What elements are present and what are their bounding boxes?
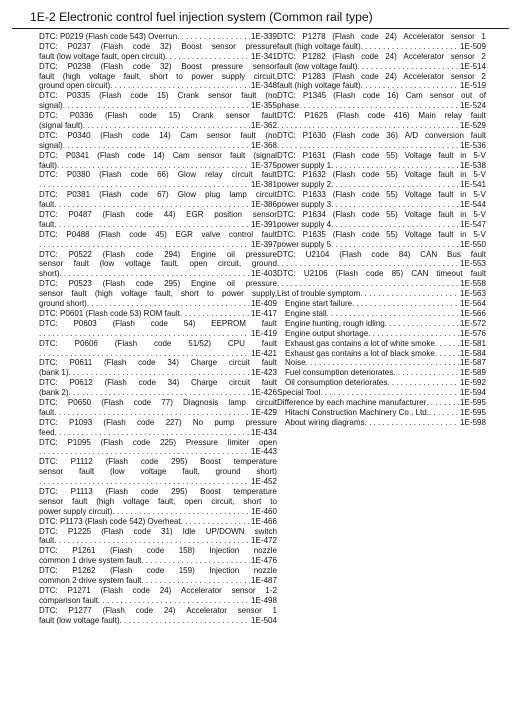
toc-entry-text: fault (low voltage fault) xyxy=(39,615,120,625)
toc-entry-text: DTC: P0523 (Flash code 295) Engine oil pressure xyxy=(39,279,277,289)
toc-entry[interactable] xyxy=(277,388,486,398)
toc-page-number: 1E-348 xyxy=(251,81,277,91)
leader-dots xyxy=(435,349,459,359)
toc-entry-text: DTC: P1630 (Flash code 36) A/D conversion fault xyxy=(277,130,486,140)
toc-entry[interactable] xyxy=(277,32,486,52)
toc-page-number: 1E-558 xyxy=(460,279,486,289)
toc-entry[interactable] xyxy=(39,32,277,42)
toc-entry-text: fault (high voltage fault) xyxy=(277,41,361,51)
toc-entry[interactable] xyxy=(39,319,277,339)
page-header xyxy=(12,8,509,29)
toc-entry-text: DTC: P0603 (Flash code 54) EEPROM fault xyxy=(39,318,277,328)
toc-entry-text: DTC: P0380 (Flash code 66) Glow relay circuit fault xyxy=(39,170,277,180)
toc-entry[interactable] xyxy=(277,210,486,230)
toc-entry-text: fault xyxy=(39,407,55,417)
toc-entry-text: fault xyxy=(39,536,55,546)
toc-entry[interactable] xyxy=(39,190,277,210)
toc-entry[interactable] xyxy=(39,151,277,171)
toc-page-number: 1E-564 xyxy=(460,299,486,309)
toc-page-number: 1E-509 xyxy=(460,41,486,51)
toc-entry-text: fault (low voltage fault) xyxy=(277,61,358,71)
toc-page-number: 1E-598 xyxy=(460,417,486,427)
leader-dots xyxy=(361,42,459,52)
toc-entry-text: About wiring diagrams xyxy=(285,417,365,427)
toc-page-number: 1E-514 xyxy=(460,61,486,71)
toc-page-number: 1E-536 xyxy=(460,140,486,150)
toc-entry-text: sensor fault (low voltage fault, ground short) xyxy=(39,467,277,477)
toc-page-number: 1E-584 xyxy=(460,348,486,358)
toc-entry-text: DTC: P1283 (Flash code 24) Accelerator sensor 2 xyxy=(277,71,486,81)
toc-entry-text: Exhaust gas contains a lot of white smoke xyxy=(285,338,435,348)
toc-page-number: 1E-466 xyxy=(251,516,277,526)
toc-page-number: 1E-553 xyxy=(460,259,486,269)
leader-dots xyxy=(429,408,459,418)
toc-entry-text: (signal fault) xyxy=(39,121,83,131)
toc-entry[interactable] xyxy=(39,398,277,418)
toc-entry[interactable] xyxy=(39,91,277,111)
toc-page-number: 1E-403 xyxy=(251,269,277,279)
toc-entry-text: DTC: P1113 (Flash code 295) Boost temperature xyxy=(39,486,277,496)
leader-dots xyxy=(177,32,250,42)
toc-entry-text: power supply 4 xyxy=(277,219,332,229)
toc-page-number: 1E-594 xyxy=(460,388,486,398)
toc-page-number: 1E-550 xyxy=(460,239,486,249)
toc-page-number: 1E-443 xyxy=(251,447,277,457)
toc-entry-text: Engine output shortage xyxy=(285,328,369,338)
toc-page-number: 1E-587 xyxy=(460,358,486,368)
toc-column-left xyxy=(39,32,277,625)
toc-entry-text: DTC: P0340 (Flash code 14) Cam sensor fault (no xyxy=(39,130,277,140)
toc-entry-text: fault (low voltage fault, open circuit) xyxy=(39,51,166,61)
leader-dots xyxy=(87,299,250,309)
toc-entry-text: (bank 2) xyxy=(39,388,69,398)
toc-entry-text: Engine stall xyxy=(285,308,327,318)
leader-dots xyxy=(327,309,459,319)
toc-entry-text: DTC: P0601 (Flash code 53) ROM fault xyxy=(39,308,180,318)
toc-entry-text: DTC: P1093 (Flash code 227) No pump pressure xyxy=(39,417,277,427)
toc-entry-text: fault (high voltage fault, short to power supply circuit, xyxy=(39,71,277,81)
toc-page-number: 1E-460 xyxy=(251,506,277,516)
toc-entry-text: DTC: P0238 (Flash code 32) Boost pressure sensor xyxy=(39,61,277,71)
toc-page-number: 1E-421 xyxy=(251,348,277,358)
toc-entry-text: signal) xyxy=(39,101,63,111)
toc-entry-text: DTC: P1625 (Flash code 416) Main relay fault xyxy=(277,111,486,121)
toc-entry-text: power supply 1 xyxy=(277,160,332,170)
toc-entry[interactable] xyxy=(39,517,277,527)
toc-entry-text: sensor fault (high voltage fault, open circuit, short to xyxy=(39,496,277,506)
leader-dots xyxy=(277,141,459,151)
toc-entry-text: Engine start failure xyxy=(285,299,353,309)
toc-entry-text: common 2 drive system fault xyxy=(39,575,142,585)
toc-entry-text: (bank 1) xyxy=(39,368,69,378)
leader-dots xyxy=(365,418,459,428)
toc-entry[interactable] xyxy=(39,418,277,438)
toc-page-number: 1E-472 xyxy=(251,536,277,546)
toc-entry-text: DTC: P0612 (Flash code 34) Charge circuit fault xyxy=(39,378,277,388)
toc-entry[interactable] xyxy=(277,309,486,319)
toc-page-number: 1E-487 xyxy=(251,575,277,585)
toc-entry-text: Engine hunting, rough idling xyxy=(285,318,385,328)
toc-entry[interactable] xyxy=(277,269,486,289)
toc-entry[interactable] xyxy=(277,52,486,72)
toc-entry[interactable] xyxy=(277,408,486,418)
toc-entry[interactable] xyxy=(39,309,277,319)
toc-entry-text: DTC: U2106 (Flash code 85) CAN timeout fault xyxy=(277,269,486,279)
toc-entry[interactable] xyxy=(277,299,486,309)
toc-entry[interactable] xyxy=(277,378,486,388)
leader-dots xyxy=(39,349,250,359)
toc-entry-text: DTC: P0341 (Flash code 14) Cam sensor fault (signal xyxy=(39,150,277,160)
toc-entry-text: DTC: P0650 (Flash code 77) Diagnosis lamp circuit xyxy=(39,397,277,407)
leader-dots xyxy=(39,329,250,339)
toc-page-number: 1E-341 xyxy=(251,51,277,61)
toc-page-number: 1E-355 xyxy=(251,101,277,111)
toc-page-number: 1E-381 xyxy=(251,180,277,190)
toc-entry[interactable] xyxy=(277,190,486,210)
leader-dots xyxy=(39,180,250,190)
toc-entry-text: DTC: P1225 (Flash code 31) Idle UP/DOWN switch xyxy=(39,526,277,536)
toc-entry-text: DTC: P1632 (Flash code 55) Voltage fault in 5-V xyxy=(277,170,486,180)
leader-dots xyxy=(181,517,250,527)
toc-page-number: 1E-397 xyxy=(251,239,277,249)
toc-entry-text: short) xyxy=(39,269,60,279)
toc-page-number: 1E-386 xyxy=(251,200,277,210)
leader-dots xyxy=(39,447,250,457)
leader-dots xyxy=(306,358,459,368)
toc-entry-text: DTC: P0381 (Flash code 67) Glow plug lamp circuit xyxy=(39,190,277,200)
leader-dots xyxy=(352,299,459,309)
toc-entry[interactable] xyxy=(277,230,486,250)
toc-entry-text: power supply 5 xyxy=(277,239,332,249)
toc-entry-text: power supply circuit) xyxy=(39,506,113,516)
toc-entry[interactable] xyxy=(277,72,486,92)
leader-dots xyxy=(63,141,250,151)
toc-page-number: 1E-544 xyxy=(460,200,486,210)
toc-entry-text: fault (high voltage fault) xyxy=(277,81,361,91)
toc-entry[interactable] xyxy=(277,358,486,368)
toc-entry-text: Oil consumption deteriorates xyxy=(285,378,388,388)
toc-entry-text: DTC: P0487 (Flash code 44) EGR position sensor xyxy=(39,210,277,220)
toc-entry[interactable] xyxy=(39,586,277,606)
toc-entry[interactable] xyxy=(39,378,277,398)
toc-page-number: 1E-572 xyxy=(460,318,486,328)
leader-dots xyxy=(435,339,459,349)
toc-entry[interactable] xyxy=(39,457,277,487)
toc-entry-text: DTC: P0336 (Flash code 15) Crank sensor fault xyxy=(39,111,277,121)
toc-entry[interactable] xyxy=(39,606,277,626)
toc-entry-text: phase xyxy=(277,101,299,111)
toc-page-number: 1E-423 xyxy=(251,368,277,378)
toc-entry-text: signal) xyxy=(39,140,63,150)
leader-dots xyxy=(141,556,250,566)
toc-entry-text: sensor fault (high voltage fault, short to power supply, xyxy=(39,289,277,299)
toc-page-number: 1E-375 xyxy=(251,160,277,170)
toc-page-number: 1E-452 xyxy=(251,477,277,487)
toc-entry-text: power supply 3 xyxy=(277,200,332,210)
toc-entry[interactable] xyxy=(39,546,277,566)
toc-page-number: 1E-589 xyxy=(460,368,486,378)
leader-dots xyxy=(331,180,459,190)
toc-entry[interactable] xyxy=(277,339,486,349)
toc-entry-text: Difference by each machine manufacturer xyxy=(277,397,427,407)
toc-entry[interactable] xyxy=(277,250,486,270)
leader-dots xyxy=(69,388,251,398)
page-header-title: 1E-2 Electronic control fuel injection system (Common rail type) xyxy=(30,10,373,24)
toc-entry[interactable] xyxy=(277,289,486,299)
toc-entry[interactable] xyxy=(39,170,277,190)
toc-entry[interactable] xyxy=(277,151,486,171)
toc-entry-text: feed xyxy=(39,427,55,437)
toc-entry-text: fault) xyxy=(39,160,57,170)
toc-page-number: 1E-529 xyxy=(460,121,486,131)
leader-dots xyxy=(165,52,250,62)
toc-entry[interactable] xyxy=(39,42,277,62)
toc-entry-text: DTC: P1261 (Flash code 158) Injection nozzle xyxy=(39,546,277,556)
toc-page-number: 1E-434 xyxy=(251,427,277,437)
leader-dots xyxy=(69,368,251,378)
toc-page-number: 1E-595 xyxy=(460,397,486,407)
toc-entry[interactable] xyxy=(39,438,277,458)
toc-page-number: 1E-547 xyxy=(460,219,486,229)
leader-dots xyxy=(112,507,250,517)
toc-entry-text: DTC: P0606 (Flash code 51/52) CPU fault xyxy=(39,338,277,348)
toc-entry[interactable] xyxy=(277,170,486,190)
leader-dots xyxy=(320,388,459,398)
toc-page-number: 1E-576 xyxy=(460,328,486,338)
toc-entry-text: DTC: P1173 (Flash code 542) Overheat xyxy=(39,516,181,526)
toc-page-number: 1E-429 xyxy=(251,407,277,417)
toc-entry-text: Hitachi Construction Machinery Co., Ltd. xyxy=(285,407,430,417)
toc-entry-text: List of trouble symptom xyxy=(277,289,361,299)
toc-entry-text: DTC: P0488 (Flash code 45) EGR valve control fault xyxy=(39,229,277,239)
leader-dots xyxy=(360,289,459,299)
toc-entry-text: DTC: P1634 (Flash code 55) Voltage fault in 5-V xyxy=(277,210,486,220)
leader-dots xyxy=(98,596,250,606)
leader-dots xyxy=(426,398,459,408)
toc-entry-text: DTC: P1282 (Flash code 24) Accelerator sensor 2 xyxy=(277,51,486,61)
leader-dots xyxy=(54,220,250,230)
leader-dots xyxy=(63,101,250,111)
toc-entry-text: fault xyxy=(39,200,55,210)
leader-dots xyxy=(54,536,250,546)
toc-entry[interactable] xyxy=(277,319,486,329)
toc-entry[interactable] xyxy=(39,250,277,280)
toc-entry[interactable] xyxy=(39,527,277,547)
leader-dots xyxy=(277,279,459,289)
toc-entry-text: DTC: P1633 (Flash code 55) Voltage fault in 5-V xyxy=(277,190,486,200)
toc-entry[interactable] xyxy=(39,111,277,131)
leader-dots xyxy=(277,259,459,269)
leader-dots xyxy=(180,309,250,319)
toc-entry-text: power supply 2 xyxy=(277,180,332,190)
toc-entry[interactable] xyxy=(39,210,277,230)
toc-entry[interactable] xyxy=(39,566,277,586)
toc-page-number: 1E-563 xyxy=(460,289,486,299)
toc-entry[interactable] xyxy=(277,349,486,359)
toc-entry-text: DTC: P0611 (Flash code 34) Charge circuit fault xyxy=(39,358,277,368)
leader-dots xyxy=(331,220,459,230)
leader-dots xyxy=(57,161,250,171)
toc-page-number: 1E-476 xyxy=(251,556,277,566)
toc-entry-text: DTC: P1095 (Flash code 225) Pressure limiter open xyxy=(39,437,277,447)
leader-dots xyxy=(39,240,250,250)
toc-page-number: 1E-592 xyxy=(460,378,486,388)
toc-entry-text: DTC: P0335 (Flash code 15) Crank sensor fault (no xyxy=(39,91,277,101)
leader-dots xyxy=(361,81,459,91)
toc-page-number: 1E-581 xyxy=(460,338,486,348)
toc-entry-text: DTC: P1631 (Flash code 55) Voltage fault in 5-V xyxy=(277,150,486,160)
leader-dots xyxy=(54,200,250,210)
leader-dots xyxy=(83,121,250,131)
toc-entry[interactable] xyxy=(277,418,486,428)
toc-entry[interactable] xyxy=(39,131,277,151)
toc-entry-text: comparison fault xyxy=(39,595,99,605)
leader-dots xyxy=(368,329,459,339)
leader-dots xyxy=(60,269,250,279)
toc-page-number: 1E-519 xyxy=(460,81,486,91)
toc-entry[interactable] xyxy=(39,230,277,250)
toc-page-number: 1E-368 xyxy=(251,140,277,150)
toc-page-number: 1E-504 xyxy=(251,615,277,625)
toc-page-number: 1E-595 xyxy=(460,407,486,417)
toc-entry-text: DTC: P1262 (Flash code 159) Injection nozzle xyxy=(39,566,277,576)
toc-column-right xyxy=(277,32,486,428)
leader-dots xyxy=(120,616,251,626)
toc-entry-text: common 1 drive system fault xyxy=(39,556,142,566)
toc-entry-text: sensor fault (low voltage fault, open circuit, ground xyxy=(39,259,277,269)
toc-page-number: 1E-541 xyxy=(460,180,486,190)
leader-dots xyxy=(385,319,459,329)
leader-dots xyxy=(141,576,250,586)
toc-entry-text: DTC: P1345 (Flash code 16) Cam sensor out of xyxy=(277,91,486,101)
toc-page-number: 1E-498 xyxy=(251,595,277,605)
toc-entry[interactable] xyxy=(277,398,486,408)
toc-entry[interactable] xyxy=(277,131,486,151)
toc-page-number: 1E-391 xyxy=(251,219,277,229)
toc-page-number: 1E-339 xyxy=(251,32,277,41)
toc-entry-text: fault xyxy=(39,219,55,229)
leader-dots xyxy=(54,408,250,418)
toc-entry-text: DTC: P1277 (Flash code 24) Accelerator sensor 1 xyxy=(39,605,277,615)
toc-page-number: 1E-524 xyxy=(460,101,486,111)
leader-dots xyxy=(277,121,459,131)
toc-page-number: 1E-566 xyxy=(460,308,486,318)
toc-entry-text: DTC: P1112 (Flash code 295) Boost temperature xyxy=(39,457,277,467)
toc-entry[interactable] xyxy=(277,91,486,111)
toc-entry[interactable] xyxy=(39,358,277,378)
leader-dots xyxy=(331,161,459,171)
toc-entry-text: DTC: U2104 (Flash code 84) CAN Bus fault xyxy=(277,249,486,259)
toc-page-number: 1E-417 xyxy=(251,308,277,318)
leader-dots xyxy=(39,477,250,487)
toc-entry-text: ground short) xyxy=(39,299,87,309)
leader-dots xyxy=(387,378,459,388)
leader-dots xyxy=(358,62,460,72)
toc-page-number: 1E-538 xyxy=(460,160,486,170)
toc-entry-text: DTC: P1278 (Flash code 24) Accelerator sensor 1 xyxy=(277,32,486,41)
toc-page-number: 1E-409 xyxy=(251,299,277,309)
toc-entry[interactable] xyxy=(39,487,277,517)
toc-entry-text: ground open circuit) xyxy=(39,81,111,91)
leader-dots xyxy=(331,200,459,210)
toc-entry[interactable] xyxy=(39,279,277,309)
toc-entry-text: DTC: P1635 (Flash code 55) Voltage fault in 5-V xyxy=(277,229,486,239)
leader-dots xyxy=(55,428,250,438)
toc-entry-text: DTC: P0237 (Flash code 32) Boost sensor pressure xyxy=(39,41,277,51)
toc-entry[interactable] xyxy=(277,329,486,339)
toc-entry[interactable] xyxy=(277,111,486,131)
toc-entry-text: DTC: P0522 (Flash code 294) Engine oil pressure xyxy=(39,249,277,259)
toc-entry-text: DTC: P0219 (Flash code 543) Overrun xyxy=(39,32,178,41)
toc-entry-text: Fuel consumption deteriorates xyxy=(285,368,394,378)
leader-dots xyxy=(331,240,459,250)
toc-page-number: 1E-426 xyxy=(251,388,277,398)
toc-entry-text: Noise xyxy=(285,358,306,368)
toc-entry-text: Special Tool xyxy=(277,388,321,398)
toc-entry[interactable] xyxy=(277,368,486,378)
toc-entry[interactable] xyxy=(39,339,277,359)
leader-dots xyxy=(393,368,459,378)
toc-entry-text: DTC: P1271 (Flash code 24) Accelerator sensor 1-2 xyxy=(39,585,277,595)
toc-page-number: 1E-362 xyxy=(251,121,277,131)
toc-entry-text: Exhaust gas contains a lot of black smoke xyxy=(285,348,435,358)
toc-entry[interactable] xyxy=(39,62,277,92)
leader-dots xyxy=(110,81,250,91)
leader-dots xyxy=(299,101,459,111)
toc-page-number: 1E-419 xyxy=(251,328,277,338)
